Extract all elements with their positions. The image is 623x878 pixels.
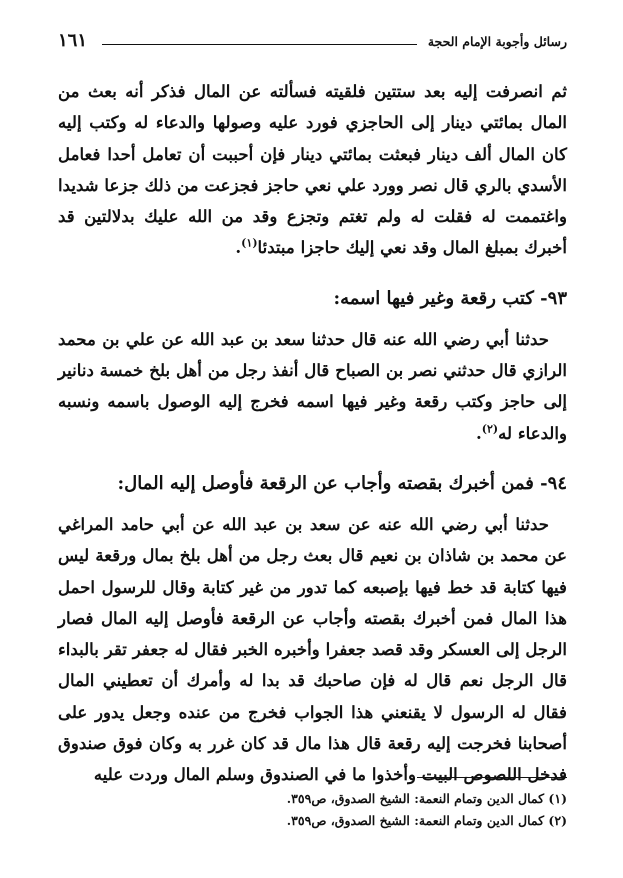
paragraph-3: حدثنا أبي رضي الله عنه عن سعد بن عبد الله عن أبي حامد المراغي عن محمد بن شاذان بن نعيم قال بعث رجل من أهل بلخ بمال ورقعة ليس فيها كتابة قد خط فيها بإصبعه كما تدور من غير كتابة وقال للرسول احمل هذا المال فمن أخبرك بقصته وأجاب عن الرقعة فأوصل إليه المال فصار الرجل إلى العسكر وقد قصد جعفرا وأخبره الخبر فقال له جعفر تقر بالبداء قال الرجل نعم قال له فإن صاحبك قد بدا له وأمرك أن تعطيني المال فقال له الرسول لا يقنعني هذا الجواب فخرج من عنده وجعل يدور على أصحابنا فخرجت إليه رقعة قال هذا مال قد كان غرر به وكان فوق صندوق فدخل اللصوص البيت وأخذوا ما في الصندوق وسلم المال وردت عليه — [58, 513, 567, 785]
footnote-ref-1: (١) — [241, 236, 258, 250]
footnote-separator — [417, 777, 567, 778]
book-page — [58, 30, 567, 828]
running-header-title: رسائل وأجوبة الإمام الحجة — [427, 34, 567, 49]
footnote-1: (١) كمال الدين وتمام النعمة: الشيخ الصدوق، ص٣٥٩. — [286, 791, 567, 806]
paragraph-1-text: ثم انصرفت إليه بعد ستتين فلقيته فسألته عن المال فذكر أنه بعث من المال بمائتي دينار إلى الحاجزي فورد عليه وصولها والدعاء له وكتب إليه كان المال ألف دينار فبعثت بمائتي دينار فإن أحببت أن تعامل أحدا فعامل الأسدي بالري قال نصر وورد علي نعي حاجز فجزعت من ذلك جزعا شديدا واغتممت له فقلت له ولم تغتم وتجزع وقد من الله عليك بدلالتين قد أخبرك بمبلغ المال وقد نعي إليك حاجزا مبتدئا — [58, 81, 567, 258]
section-heading-93: ٩٣- كتب رقعة وغير فيها اسمه: — [333, 287, 567, 309]
running-header — [58, 30, 567, 56]
footnote-ref-2: (٢) — [481, 422, 499, 436]
footnote-2: (٢) كمال الدين وتمام النعمة: الشيخ الصدوق، ص٣٥٩. — [286, 813, 567, 828]
header-rule — [102, 44, 417, 45]
paragraph-1: ثم انصرفت إليه بعد ستتين فلقيته فسألته عن المال فذكر أنه بعث من المال بمائتي دينار إلى الحاجزي فورد عليه وصولها والدعاء له وكتب إليه كان المال ألف دينار فبعثت بمائتي دينار فإن أحببت أن تعامل أحدا فعامل الأسدي بالري قال نصر وورد علي نعي حاجز فجزعت من ذلك جزعا شديدا واغتممت له فقلت له ولم تغتم وتجزع وقد من الله عليك بدلالتين قد أخبرك بمبلغ المال وقد نعي إليك حاجزا مبتدئا$^{(١)}$. — [58, 81, 567, 258]
page-number: ١٦١ — [58, 30, 88, 51]
section-heading-94: ٩٤- فمن أخبرك بقصته وأجاب عن الرقعة فأوصل إليه المال: — [117, 472, 567, 494]
footnotes — [58, 788, 567, 832]
paragraph-2: حدثنا أبي رضي الله عنه قال حدثنا سعد بن عبد الله عن علي بن محمد الرازي قال حدثني نصر بن الصباح قال أنفذ رجل من أهل بلخ خمسة دنانير إلى حاجز وكتب رقعة وغير فيها اسمه فخرج إليه الوصول باسمه ونسبه والدعاء له$^{(٢)}$. — [58, 328, 567, 443]
paragraph-2-text: حدثنا أبي رضي الله عنه قال حدثنا سعد بن عبد الله عن علي بن محمد الرازي قال حدثني نصر بن الصباح قال أنفذ رجل من أهل بلخ خمسة دنانير إلى حاجز وكتب رقعة وغير فيها اسمه فخرج إليه الوصول باسمه ونسبه والدعاء له — [58, 328, 567, 443]
